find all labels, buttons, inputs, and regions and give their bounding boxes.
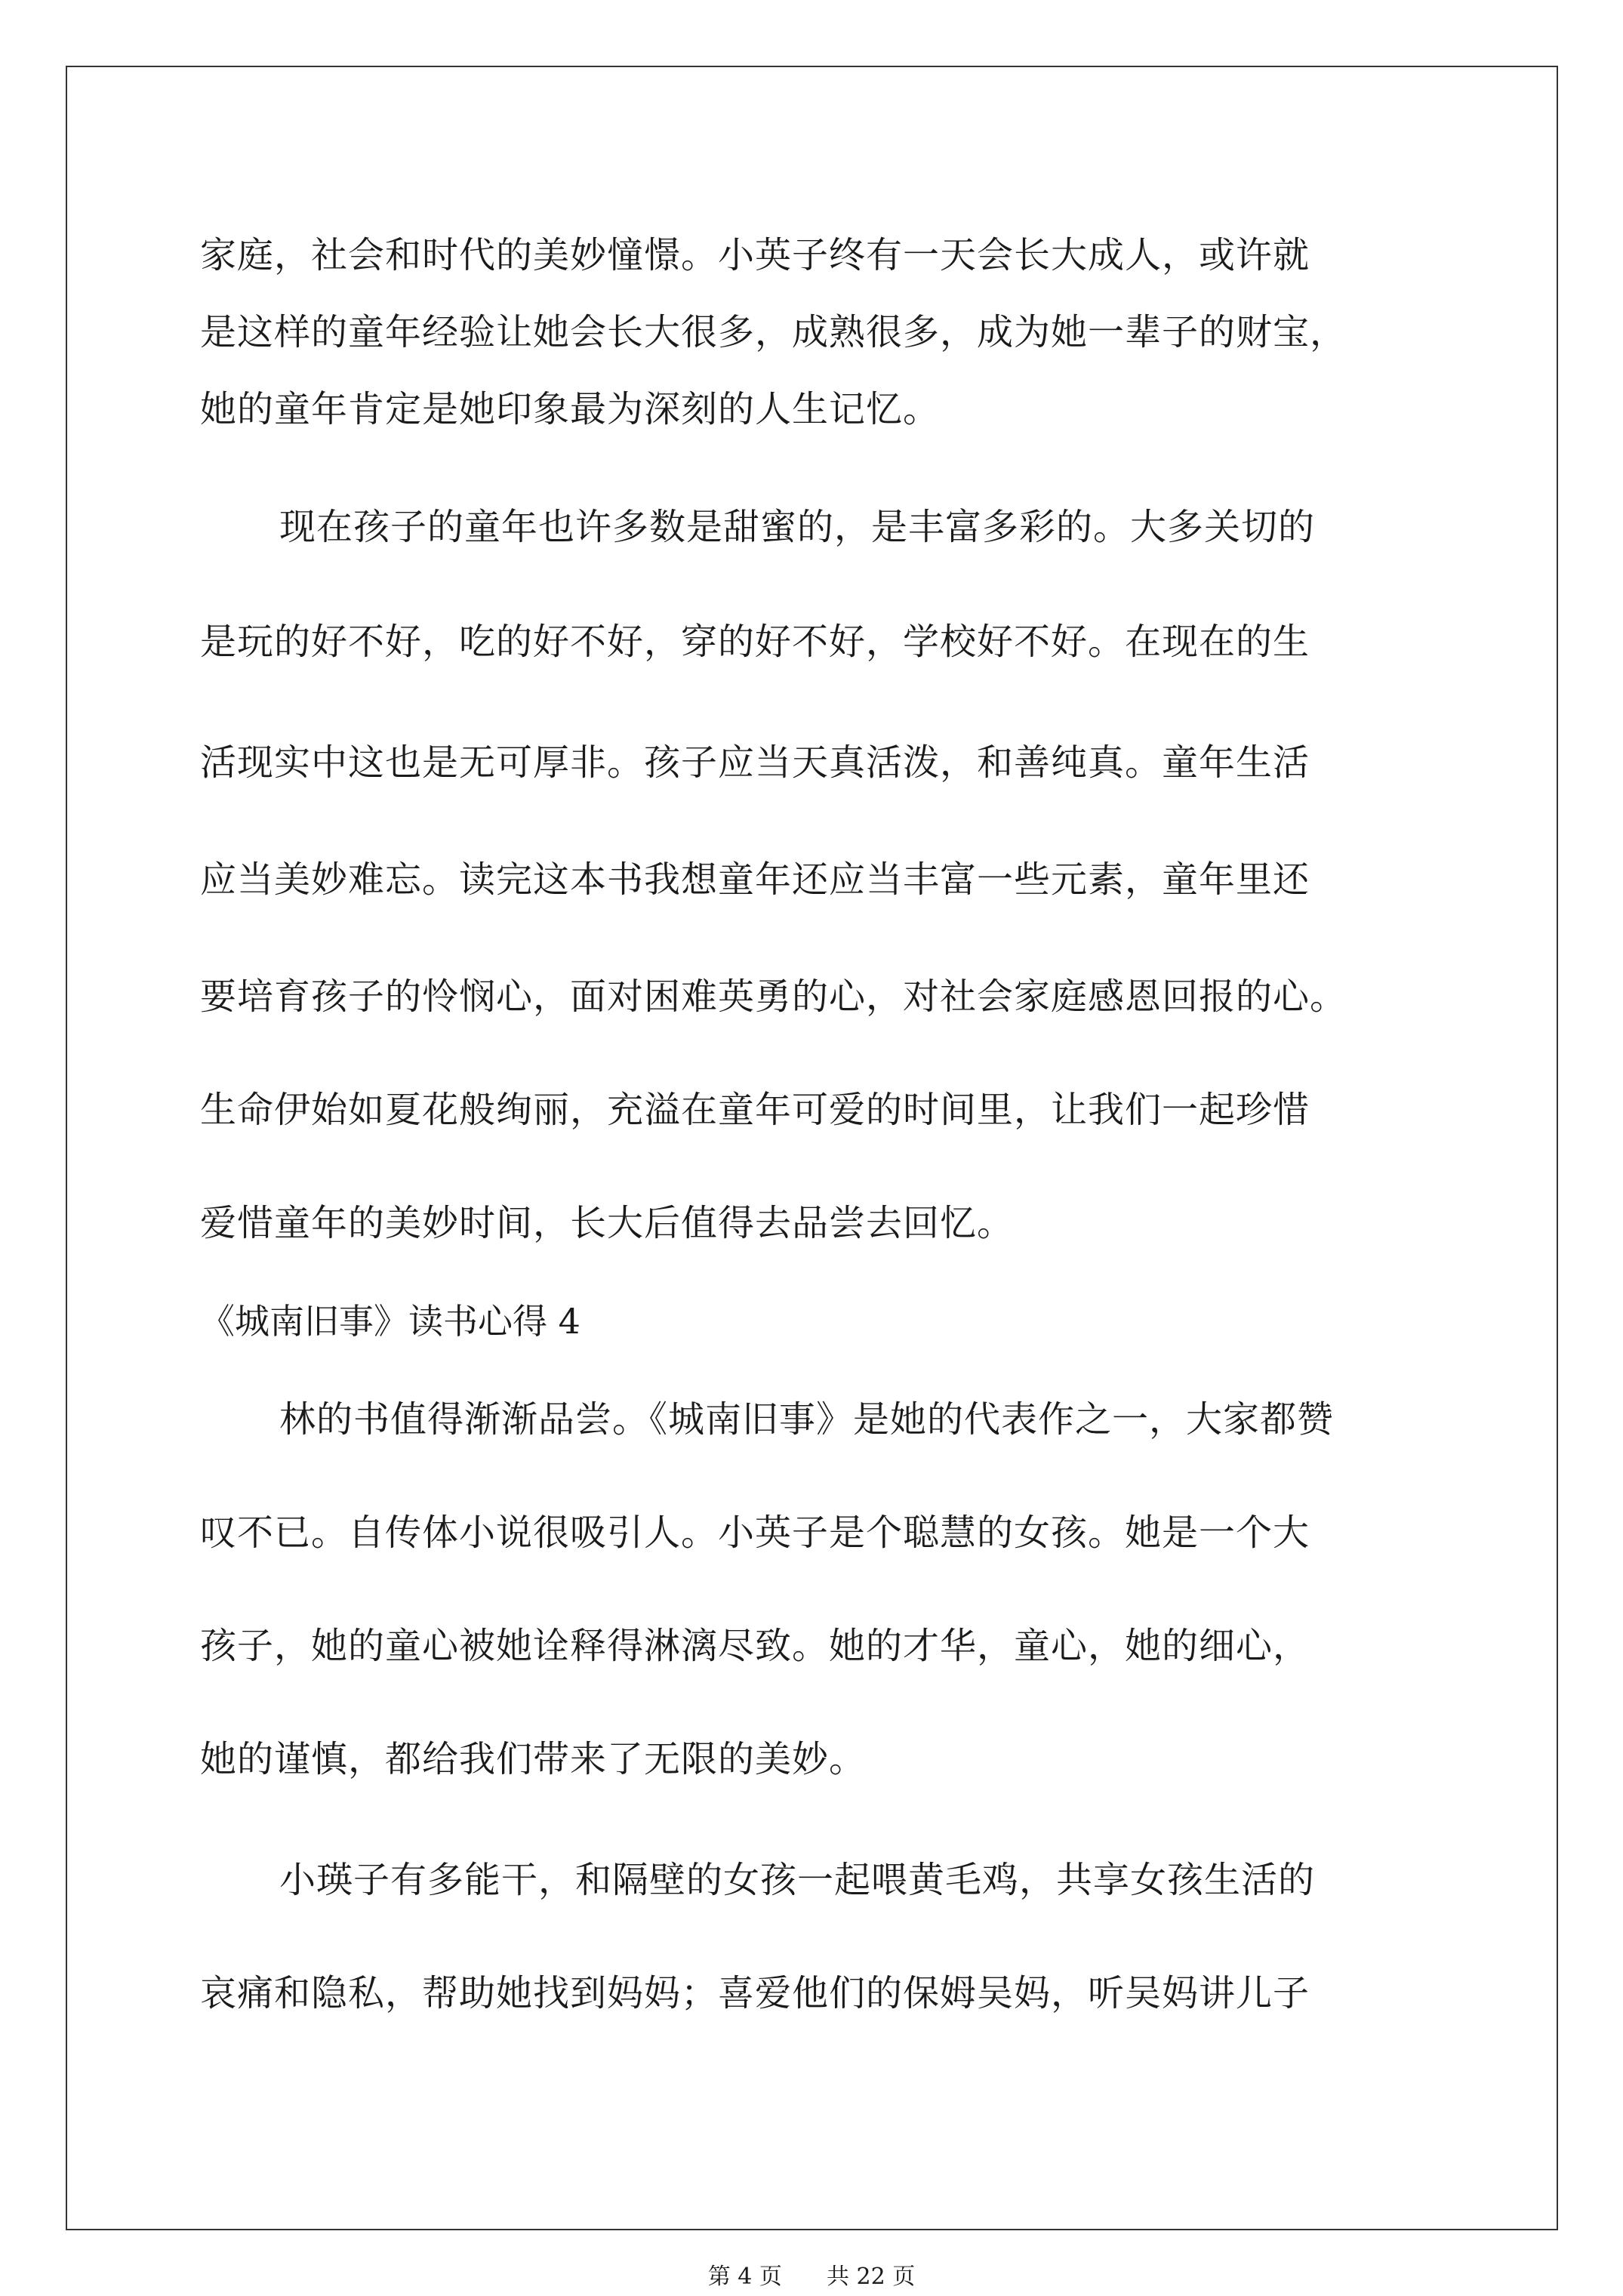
page-total: 共 22 页 <box>827 2264 916 2290</box>
text-line: 要培育孩子的怜悯心，面对困难英勇的心，对社会家庭感恩回报的心。 <box>200 975 1347 1018</box>
text-line: 生命伊始如夏花般绚丽，充溢在童年可爱的时间里，让我们一起珍惜 <box>200 1089 1310 1131</box>
text-line: 家庭，社会和时代的美妙憧憬。小英子终有一天会长大成人，或许就 <box>200 234 1310 276</box>
text-line: 叹不已。自传体小说很吸引人。小英子是个聪慧的女孩。她是一个大 <box>200 1512 1310 1554</box>
text-line: 爱惜童年的美妙时间，长大后值得去品尝去回忆。 <box>200 1202 1015 1244</box>
text-line: 小瑛子有多能干，和隔壁的女孩一起喂黄毛鸡，共享女孩生活的 <box>279 1859 1316 1901</box>
text-line: 她的谨慎，都给我们带来了无限的美妙。 <box>200 1738 867 1780</box>
text-line: 林的书值得渐渐品尝。《城南旧事》是她的代表作之一，大家都赞 <box>279 1398 1335 1441</box>
text-line: 孩子，她的童心被她诠释得淋漓尽致。她的才华，童心，她的细心， <box>200 1625 1310 1667</box>
text-line: 是玩的好不好，吃的好不好，穿的好不好，学校好不好。在现在的生 <box>200 621 1310 663</box>
text-line: 是这样的童年经验让她会长大很多，成熟很多，成为她一辈子的财宝， <box>200 311 1347 353</box>
text-line: 她的童年肯定是她印象最为深刻的人生记忆。 <box>200 388 941 430</box>
text-line: 哀痛和隐私，帮助她找到妈妈；喜爱他们的保姆吴妈，听吴妈讲儿子 <box>200 1972 1310 2014</box>
page-footer <box>0 2264 1623 2291</box>
section-heading: 《城南旧事》读书心得 4 <box>200 1301 581 1342</box>
text-line: 应当美妙难忘。读完这本书我想童年还应当丰富一些元素，童年里还 <box>200 858 1310 901</box>
text-line: 活现实中这也是无可厚非。孩子应当天真活泼，和善纯真。童年生活 <box>200 741 1310 784</box>
text-line: 现在孩子的童年也许多数是甜蜜的，是丰富多彩的。大多关切的 <box>279 506 1316 548</box>
page-number: 第 4 页 <box>707 2264 782 2290</box>
